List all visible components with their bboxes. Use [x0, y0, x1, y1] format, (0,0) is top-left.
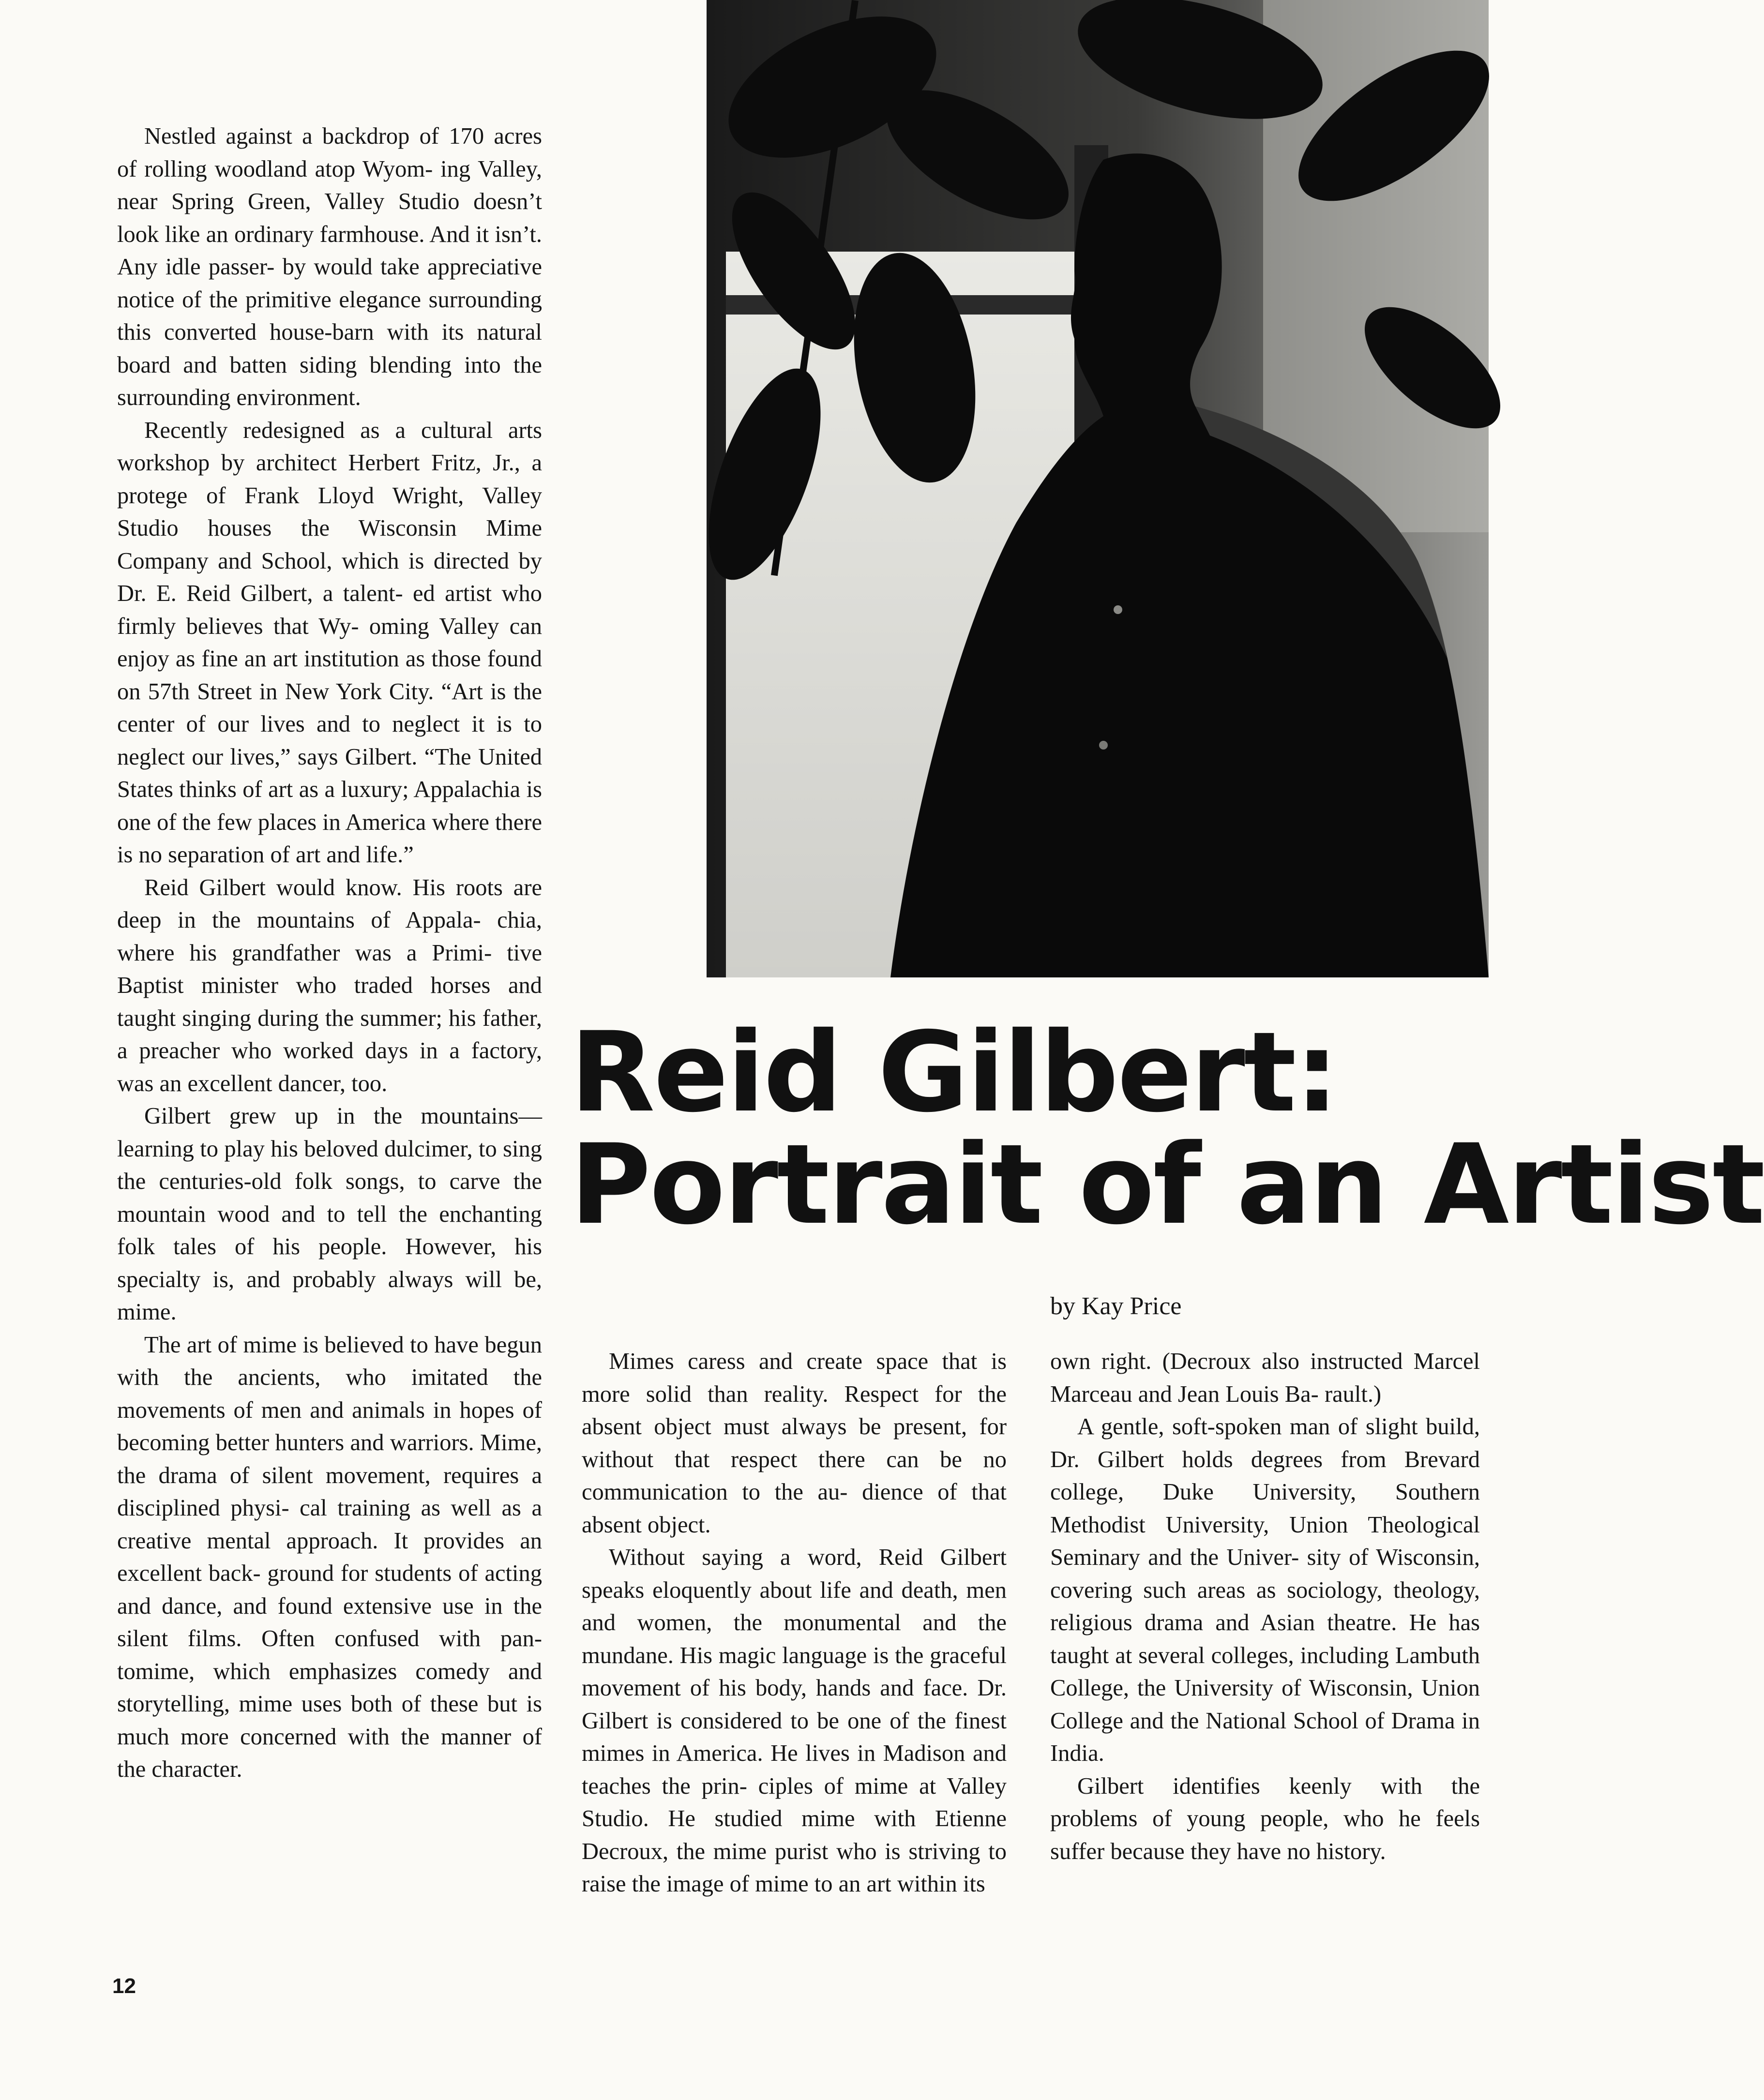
title-line-1: Reid Gilbert:	[570, 1008, 1338, 1137]
paragraph: Reid Gilbert would know. His roots are deep in the mountains of Appala- chia, where his grandfather was a Primi- tive Baptist minister who traded horses and taught singing during the summer; his father, a preacher who worked days in a factory, was an excellent dancer, too.	[117, 874, 542, 1096]
byline: by Kay Price	[1050, 1292, 1182, 1320]
paragraph: The art of mime is believed to have begun with the ancients, who imitated the movements of men and animals in hopes of becoming better hunters and warriors. Mime, the drama of silent movement, requires a disciplined physi- cal training as well as a creative mental approach. It provides an excellent back- ground for students of acting and dance, and found extensive use in the silent films. Often confused with pan- tomime, which emphasizes comedy and storytelling, mime uses both of these but is much more concerned with the manner of the character.	[117, 1332, 542, 1782]
middle-column	[582, 1345, 1007, 1901]
page-number: 12	[112, 1974, 136, 1998]
portrait-photo	[707, 0, 1489, 977]
paragraph: own right. (Decroux also instructed Marcel Marceau and Jean Louis Ba- rault.)	[1050, 1349, 1480, 1407]
paragraph: Gilbert grew up in the mountains— learning to play his beloved dulcimer, to sing the centuries-old folk songs, to carve the mountain wood and to tell the enchanting folk tales of his people. However, his specialty is, and probably always will be, mime.	[117, 1103, 542, 1325]
article-title	[570, 1008, 1764, 1249]
right-column	[1050, 1345, 1480, 1868]
paragraph: Mimes caress and create space that is more solid than reality. Respect for the absent object must always be present, for without that respect there can be no communication to the au- dience of that absent object.	[582, 1349, 1007, 1538]
title-line-2: Portrait of an Artist	[570, 1120, 1764, 1249]
paragraph: Without saying a word, Reid Gilbert speaks eloquently about life and death, men and women, the monumental and the mundane. His magic language is the graceful movement of his body, hands and face. Dr. Gilbert is considered to be one of the finest mimes in America. He lives in Madison and teaches the prin- ciples of mime at Valley Studio. He studied mime with Etienne Decroux, the mime purist who is striving to raise the image of mime to an art within its	[582, 1545, 1007, 1897]
paragraph: Recently redesigned as a cultural arts workshop by architect Herbert Fritz, Jr., a protege of Frank Lloyd Wright, Valley Studio houses the Wisconsin Mime Company and School, which is directed by Dr. E. Reid Gilbert, a talent- ed artist who firmly believes that Wy- oming Valley can enjoy as fine an art institution as those found on 57th Street in New York City. “Art is the center of our lives and to neglect it is to neglect our lives,” says Gilbert. “The United States thinks of art as a luxury; Appalachia is one of the few places in America where there is no separation of art and life.”	[117, 417, 542, 868]
silhouette-photo-graphic	[707, 0, 1489, 977]
left-column	[117, 120, 542, 1786]
paragraph: A gentle, soft-spoken man of slight build, Dr. Gilbert holds degrees from Brevard college, Duke University, Southern Methodist University, Union Theological Seminary and the Univer- sity of Wisconsin, covering such areas as sociology, theology, religious drama and Asian theatre. He has taught at several colleges, including Lambuth College, the University of Wisconsin, Union College and the National School of Drama in India.	[1050, 1414, 1480, 1766]
paragraph: Nestled against a backdrop of 170 acres of rolling woodland atop Wyom- ing Valley, near Spring Green, Valley Studio doesn’t look like an ordinary farmhouse. And it isn’t. Any idle passer- by would take appreciative notice of the primitive elegance surrounding this converted house-barn with its natural board and batten siding blending into the surrounding environment.	[117, 123, 542, 410]
paragraph: Gilbert identifies keenly with the problems of young people, who he feels suffer because they have no history.	[1050, 1773, 1480, 1864]
